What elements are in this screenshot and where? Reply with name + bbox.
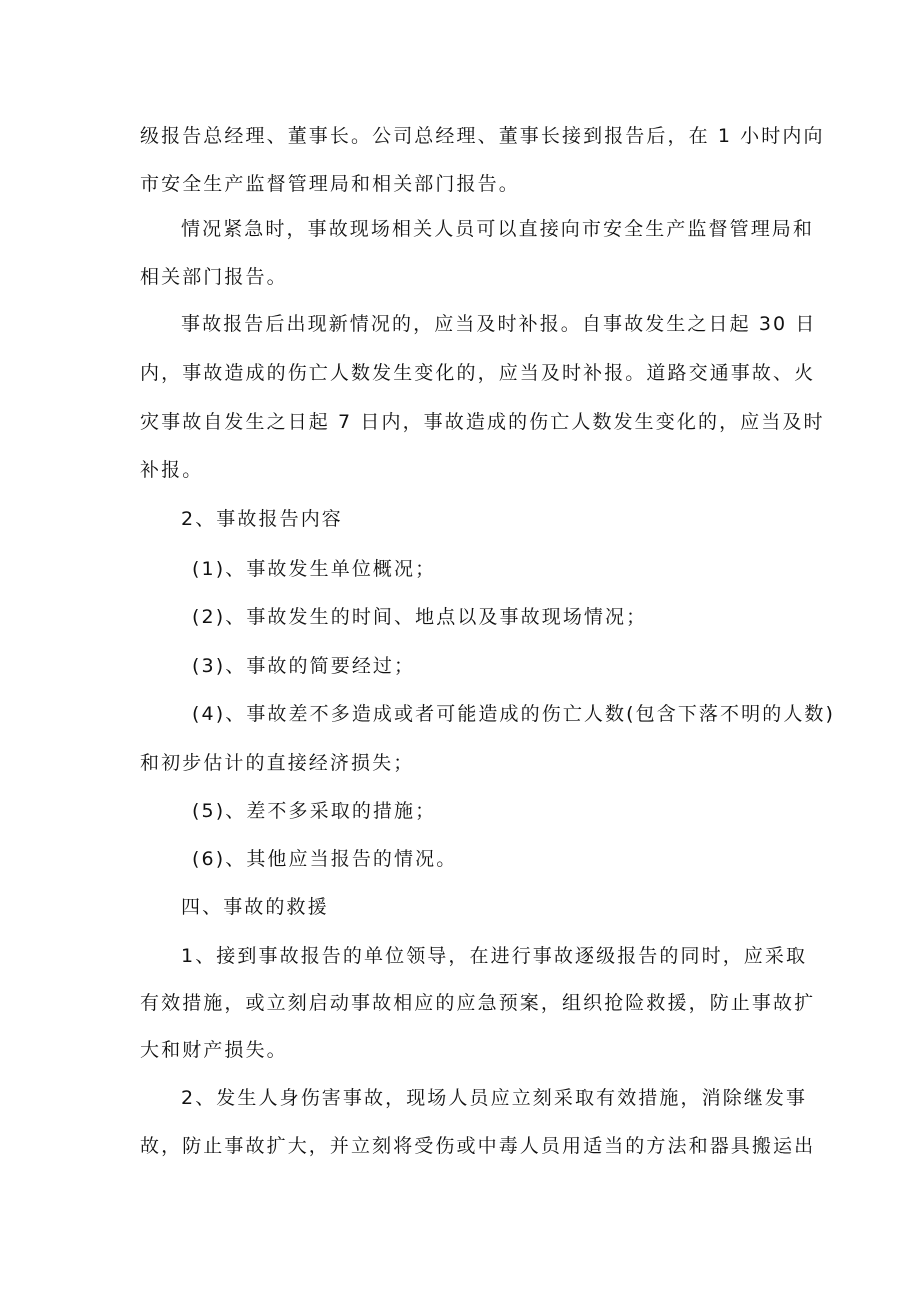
paragraph-line: 事故报告后出现新情况的，应当及时补报。自事故发生之日起 30 日 xyxy=(181,313,817,335)
paragraph-line: 故，防止事故扩大，并立刻将受伤或中毒人员用适当的方法和器具搬运出 xyxy=(140,1135,816,1157)
paragraph-line: 情况紧急时，事故现场相关人员可以直接向市安全生产监督管理局和 xyxy=(181,218,815,240)
paragraph-line: 1、接到事故报告的单位领导，在进行事故逐级报告的同时，应采取 xyxy=(181,945,808,967)
list-item: (3)、事故的简要经过； xyxy=(192,655,416,677)
list-item: (6)、其他应当报告的情况。 xyxy=(192,848,458,870)
list-item: (4)、事故差不多造成或者可能造成的伤亡人数(包含下落不明的人数) xyxy=(192,703,836,725)
paragraph-line: 市安全生产监督管理局和相关部门报告。 xyxy=(140,173,520,195)
list-item: (5)、差不多采取的措施； xyxy=(192,800,437,822)
paragraph-line: 灾事故自发生之日起 7 日内，事故造成的伤亡人数发生变化的，应当及时 xyxy=(140,411,825,433)
paragraph-line: 和初步估计的直接经济损失； xyxy=(140,752,415,774)
paragraph-line: 2、发生人身伤害事故，现场人员应立刻采取有效措施，消除继发事 xyxy=(181,1087,808,1109)
paragraph-line: 大和财产损失。 xyxy=(140,1039,288,1061)
section-heading: 2、事故报告内容 xyxy=(181,508,343,530)
list-item: (1)、事故发生单位概况； xyxy=(192,558,437,580)
paragraph-line: 有效措施，或立刻启动事故相应的应急预案，组织抢险救援，防止事故扩 xyxy=(140,992,816,1014)
paragraph-line: 补报。 xyxy=(140,459,204,481)
paragraph-line: 级报告总经理、董事长。公司总经理、董事长接到报告后，在 1 小时内向 xyxy=(140,125,825,147)
paragraph-line: 相关部门报告。 xyxy=(140,266,288,288)
section-heading: 四、事故的救援 xyxy=(181,896,329,918)
paragraph-line: 内，事故造成的伤亡人数发生变化的，应当及时补报。道路交通事故、火 xyxy=(140,362,816,384)
list-item: (2)、事故发生的时间、地点以及事故现场情况； xyxy=(192,606,648,628)
